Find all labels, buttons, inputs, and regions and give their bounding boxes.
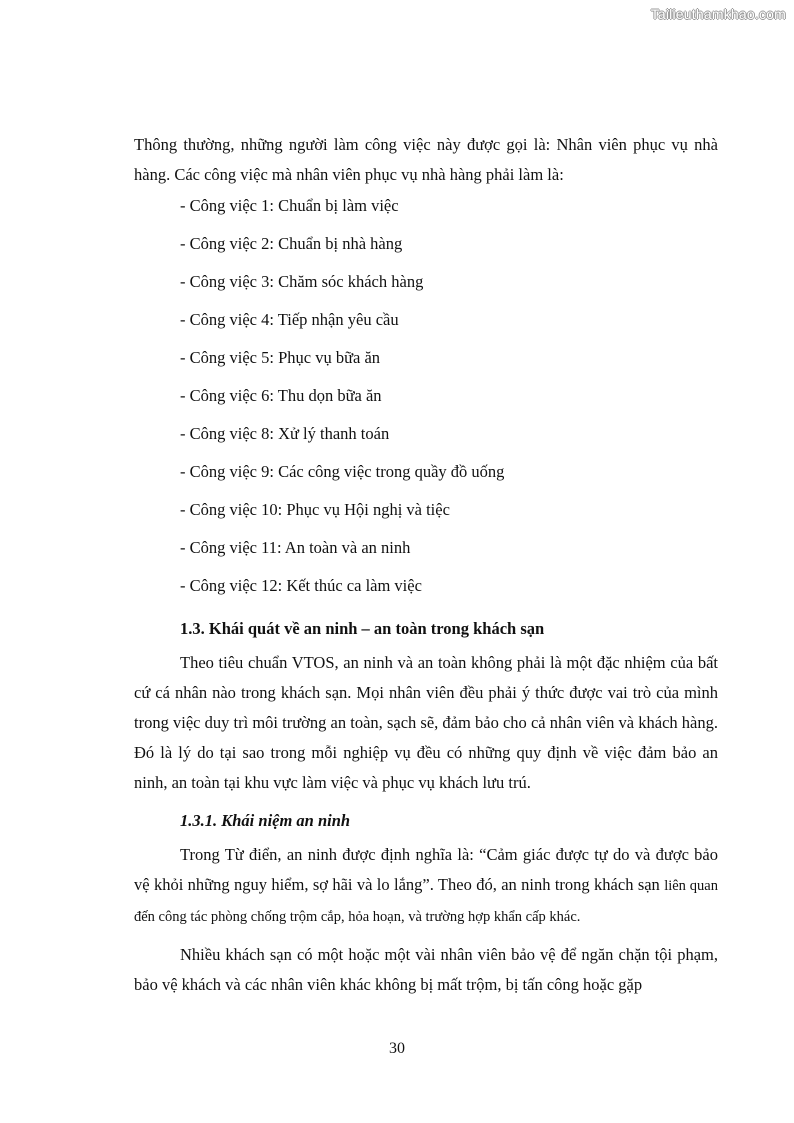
last-paragraph: Nhiều khách sạn có một hoặc một vài nhân viên bảo vệ để ngăn chặn tội phạm, bảo vệ khách và các nhân viên khác không bị mất trộm, bị tấn công hoặc gặp	[134, 945, 718, 994]
list-item: - Công việc 4: Tiếp nhận yêu cầu	[180, 310, 399, 329]
list-item: - Công việc 5: Phục vụ bữa ăn	[180, 348, 381, 367]
list-item: - Công việc 1: Chuẩn bị làm việc	[180, 196, 399, 215]
section-paragraph: Theo tiêu chuẩn VTOS, an ninh và an toàn không phải là một đặc nhiệm của bất cứ cá nhân nào trong khách sạn. Mọi nhân viên đều phải ý thức được vai trò của mình trong việc duy trì môi trường an toàn, sạch sẽ, đảm bảo cho cả nhân viên và khách hàng. Đó là lý do tại sao trong mỗi nghiệp vụ đều có những quy định về việc đảm bảo an ninh, an toàn tại khu vực làm việc và phục vụ khách lưu trú.	[134, 653, 718, 792]
list-item: - Công việc 11: An toàn và an ninh	[180, 538, 411, 557]
list-item: - Công việc 10: Phục vụ Hội nghị và tiệc	[180, 500, 450, 519]
list-item: - Công việc 6: Thu dọn bữa ăn	[180, 386, 382, 405]
list-item: - Công việc 2: Chuẩn bị nhà hàng	[180, 234, 403, 253]
page-body	[134, 130, 718, 1000]
subsection-heading: 1.3.1. Khái niệm an ninh	[180, 811, 351, 830]
definition-text-tail: liên quan đến công tác phòng chống trộm cắp, hỏa hoạn, và trường hợp khẩn cấp khác.	[134, 878, 718, 925]
task-list	[134, 196, 718, 614]
intro-paragraph: Thông thường, những người làm công việc này được gọi là: Nhân viên phục vụ nhà hàng. Các công việc mà nhân viên phục vụ nhà hàng phải làm là:	[134, 135, 718, 184]
page-number: 30	[389, 1040, 405, 1057]
definition-paragraph	[134, 840, 718, 932]
list-item: - Công việc 8: Xử lý thanh toán	[180, 424, 390, 443]
list-item: - Công việc 9: Các công việc trong quầy đồ uống	[180, 462, 505, 481]
section-heading: 1.3. Khái quát về an ninh – an toàn trong khách sạn	[180, 619, 545, 638]
list-item: - Công việc 3: Chăm sóc khách hàng	[180, 272, 424, 291]
definition-text: Trong Từ điển, an ninh được định nghĩa là: “Cảm giác được tự do và được bảo vệ khỏi những nguy hiểm, sợ hãi và lo lắng”. Theo đó, an ninh trong khách sạn	[134, 845, 718, 894]
watermark: Tailieuthamkhao.com	[650, 6, 786, 22]
list-item: - Công việc 12: Kết thúc ca làm việc	[180, 576, 422, 595]
